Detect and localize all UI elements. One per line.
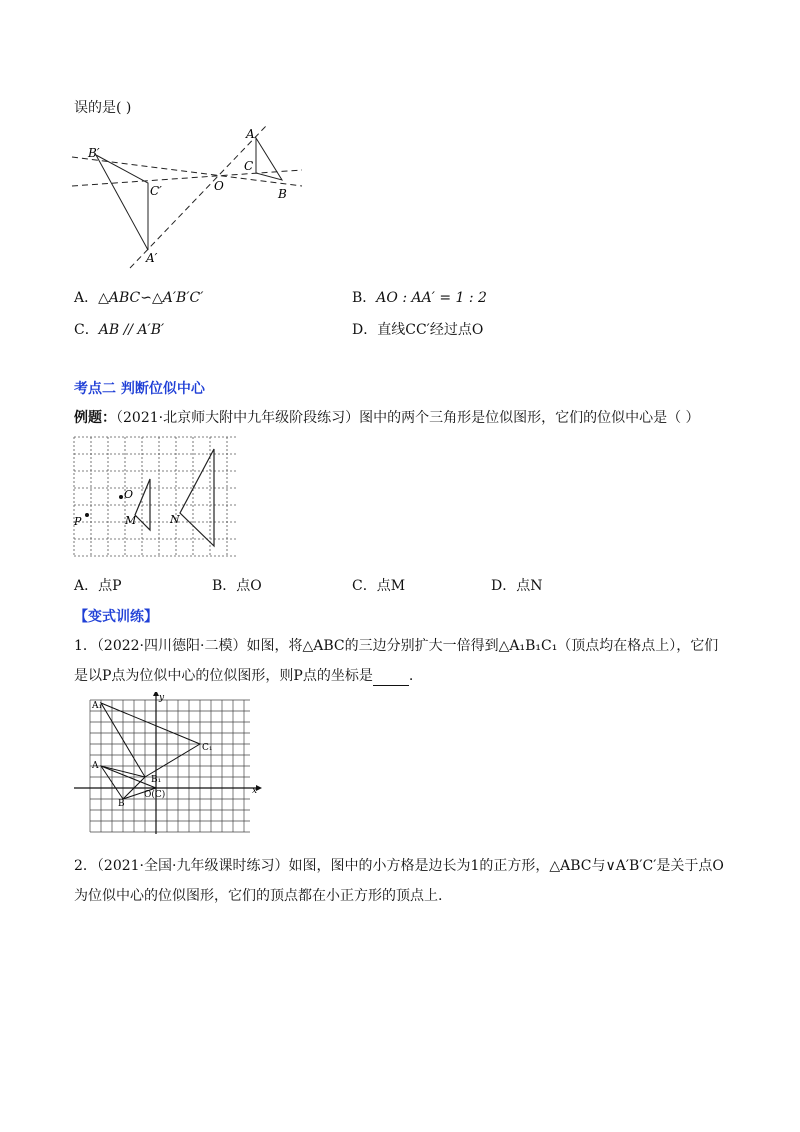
option-text: AO : AA′ = 1 : 2 (376, 290, 487, 306)
answer-blank[interactable] (373, 671, 409, 686)
label-n: N (170, 513, 180, 526)
practice-title: 【变式训练】 (74, 609, 158, 625)
example-label: 例题： (74, 410, 116, 426)
label-oc: O(C) (144, 790, 166, 800)
label-b-prime: B′ (88, 146, 100, 160)
problem-1-line-1 (74, 636, 718, 656)
label-a: A (92, 761, 99, 771)
label-c1: C₁ (202, 743, 213, 753)
problem-text-end: . (408, 668, 414, 684)
question-intro: 误的是( ) (74, 100, 132, 116)
option-b[interactable] (352, 287, 487, 307)
label-o: O (124, 488, 134, 501)
label-c-prime: C′ (150, 184, 162, 198)
label-b: B (278, 187, 287, 201)
option-text: 点P (98, 578, 122, 594)
axis-label-y: y (159, 693, 165, 703)
problem-2-line-1 (74, 856, 724, 876)
option-text: 点O (236, 578, 262, 594)
problem-text: （2022·四川德阳·二模）如图，将△ABC的三边分别扩大一倍得到△A₁B₁C₁（顶点均在格点上），它们 (96, 638, 719, 654)
example-text: （2021·北京师大附中九年级阶段练习）图中的两个三角形是位似图形，它们的位似中心是（ ） (116, 410, 700, 426)
label-c: C (244, 159, 254, 173)
label-a-prime: A′ (146, 251, 158, 265)
label-a1: A₁ (92, 701, 103, 711)
label-m: M (125, 514, 137, 527)
option-letter: A． (74, 578, 99, 594)
label-p: P (74, 515, 82, 528)
example-question (74, 408, 700, 428)
label-o: O (214, 179, 224, 193)
section-title: 考点二 判断位似中心 (74, 381, 205, 397)
option-c[interactable] (74, 319, 164, 339)
option-a[interactable] (74, 287, 203, 307)
option-letter: B． (212, 578, 237, 594)
label-a: A (246, 127, 255, 141)
option-d[interactable] (352, 319, 483, 339)
option-text: AB // A′B′ (98, 322, 165, 338)
example-option-d[interactable] (491, 575, 542, 595)
problem-text: 是以P点为位似中心的位似图形，则P点的坐标是 (74, 668, 373, 684)
option-letter: D． (352, 322, 378, 338)
label-b: B (118, 799, 125, 809)
problem-number: 2． (74, 858, 97, 874)
problem-1-line-2 (74, 666, 413, 686)
option-letter: C． (74, 322, 99, 338)
problem-number: 1． (74, 638, 97, 654)
figure-grid-triangles (72, 433, 242, 563)
label-b1: B₁ (151, 775, 162, 785)
option-letter: D． (491, 578, 517, 594)
problem-2-line-2: 为位似中心的位似图形，它们的顶点都在小正方形的顶点上. (74, 888, 443, 904)
example-option-c[interactable] (352, 575, 405, 595)
axis-label-x: x (252, 786, 258, 796)
option-letter: C． (352, 578, 377, 594)
option-letter: B． (352, 290, 377, 306)
option-text: 点N (516, 578, 543, 594)
example-option-a[interactable] (74, 575, 122, 595)
option-text: 点M (376, 578, 406, 594)
option-text: 直线CC′经过点O (377, 322, 484, 338)
example-option-b[interactable] (212, 575, 262, 595)
option-text: △ABC∽△A′B′C′ (98, 290, 204, 306)
figure-coordinate-grid (70, 692, 270, 837)
problem-text: （2021·全国·九年级课时练习）如图，图中的小方格是边长为1的正方形，△ABC与∨A′B′C′是关于点O (96, 858, 724, 874)
figure-homothety-lines (66, 120, 316, 270)
option-letter: A． (74, 290, 99, 306)
